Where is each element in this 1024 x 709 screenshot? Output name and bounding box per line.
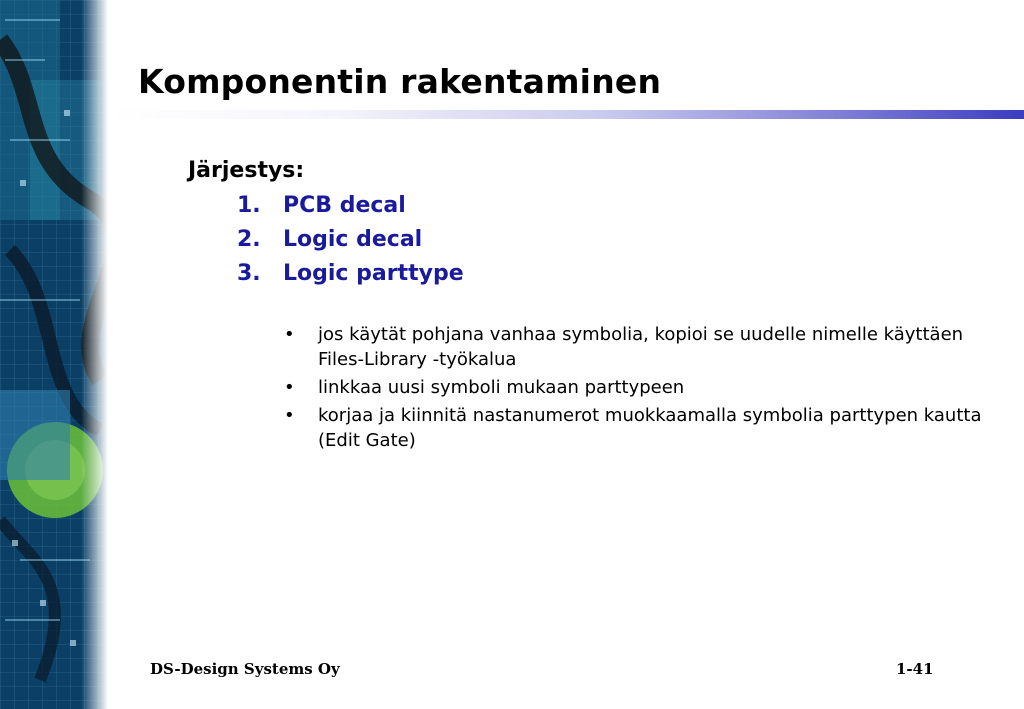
bullet-dot: • <box>284 405 295 426</box>
bullet-dot: • <box>284 377 295 398</box>
bullet-item <box>282 322 982 372</box>
step-item <box>237 226 464 260</box>
step-number: 1. <box>237 193 261 218</box>
steps-list <box>237 192 464 294</box>
bullet-list <box>282 322 982 456</box>
title-underline-gradient <box>108 110 1024 119</box>
step-label: PCB decal <box>283 193 406 218</box>
pcb-collage-graphic <box>0 0 108 709</box>
bullet-text: jos käytät pohjana vanhaa symbolia, kopioi se uudelle nimelle käyttäen Files-Library -työkalua <box>318 324 964 370</box>
step-number: 2. <box>237 227 261 252</box>
footer-page-number: 1-41 <box>896 660 934 678</box>
step-item <box>237 260 464 294</box>
decorative-pcb-image-strip <box>0 0 108 709</box>
bullet-item <box>282 403 982 453</box>
footer-company: DS-Design Systems Oy <box>150 660 340 678</box>
bullet-text: linkkaa uusi symboli mukaan parttypeen <box>318 377 685 398</box>
order-heading: Järjestys: <box>188 158 305 183</box>
bullet-item <box>282 375 982 400</box>
step-item <box>237 192 464 226</box>
bullet-dot: • <box>284 324 295 345</box>
slide-title: Komponentin rakentaminen <box>138 62 662 101</box>
step-number: 3. <box>237 261 261 286</box>
bullet-text: korjaa ja kiinnitä nastanumerot muokkaamalla symbolia parttypen kautta (Edit Gate) <box>318 405 982 451</box>
step-label: Logic parttype <box>283 261 464 286</box>
step-label: Logic decal <box>283 227 423 252</box>
